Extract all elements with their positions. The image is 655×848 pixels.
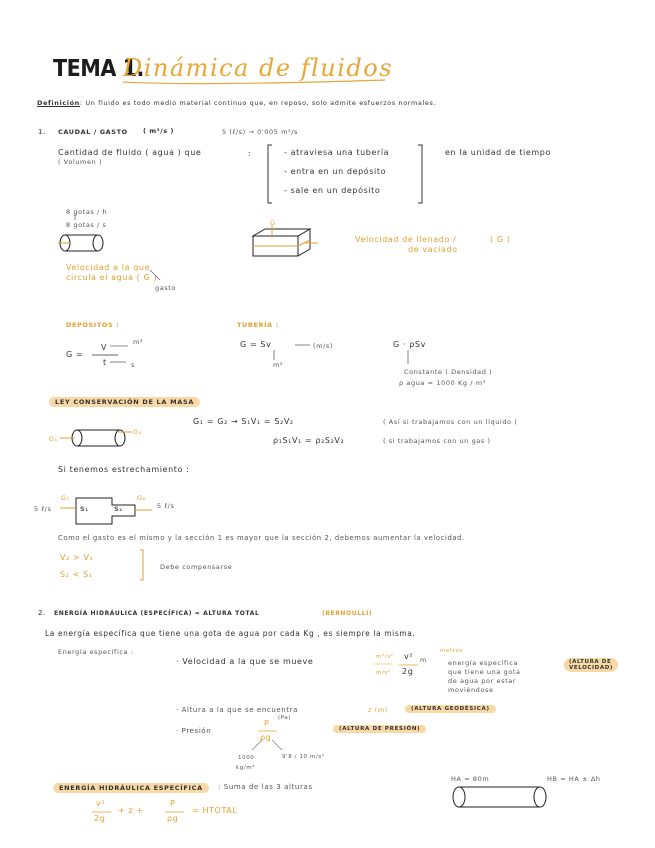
deposit-box xyxy=(253,225,318,256)
s2-label: S₂ xyxy=(114,505,123,513)
v2-numerator: v² xyxy=(404,652,414,661)
page-title: TEMA 1. xyxy=(53,56,144,82)
tuberia-heading: TUBERÍA : xyxy=(237,321,279,329)
p-numerator: P xyxy=(264,719,270,728)
estrechamiento-text: Si tenemos estrechamiento : xyxy=(58,465,190,474)
s-unit: s xyxy=(131,361,135,369)
gasto-text: gasto xyxy=(155,284,177,292)
g-paren: ( G ) xyxy=(490,235,511,244)
g2-estrech: G₂ xyxy=(137,494,146,502)
formula-htotal: = HTOTAL xyxy=(192,806,238,815)
eq-liquido: G₁ = G₂ → S₁V₁ = S₂V₂ xyxy=(193,417,294,426)
section-1-number: 1. xyxy=(38,128,46,136)
expl-3: de agua por estar xyxy=(448,677,517,685)
page-subtitle: Dinámica de fluidos xyxy=(123,54,394,82)
cantidad-colon: : xyxy=(248,149,252,158)
pa-unit: (Pa) xyxy=(278,715,292,721)
gasto-arrow xyxy=(150,270,160,280)
s2-right-flow: 5 ℓ/s xyxy=(157,502,175,510)
bullet-presion: · Presión xyxy=(176,727,212,735)
energia-hidraulica-highlight: ENERGÍA HIDRÁULICA ESPECÍFICA xyxy=(53,783,209,793)
g1-label: G₁ xyxy=(49,435,58,443)
como-text: Como el gasto es el mismo y la sección 1 es mayor que la sección 2, debemos aumentar la velocidad. xyxy=(58,534,465,542)
kg-unit: kg/m³ xyxy=(236,765,256,771)
constante-text: Constante ( Densidad ) xyxy=(404,368,493,376)
ley-conservacion-highlight: LEY CONSERVACIÓN DE LA MASA xyxy=(49,397,200,407)
inequality-bracket xyxy=(140,550,143,580)
s1-label: S₁ xyxy=(80,505,89,513)
definition-label: Definición xyxy=(37,99,80,107)
definition-text: : Un fluido es todo medio material continuo que, en reposo, solo admite esfuerzos normales. xyxy=(79,99,437,107)
bullet-velocidad: · Velocidad a la que se mueve xyxy=(176,657,314,666)
gotas-s: 8 gotas / s xyxy=(66,221,107,229)
volumen-text: ( Volumen ) xyxy=(58,158,103,166)
tube-3 xyxy=(453,787,546,807)
g-sv: G = Sv xyxy=(240,340,272,349)
ms-unit: (m/s) xyxy=(313,342,333,350)
debe-text: Debe compensarse xyxy=(160,563,233,571)
altura-velocidad-line1: (ALTURA DE xyxy=(569,659,612,665)
altura-velocidad-line2: VELOCIDAD) xyxy=(569,665,613,671)
en-unidad-text: en la unidad de tiempo xyxy=(445,148,551,157)
narrowing-shape xyxy=(60,498,152,524)
suma-text: : Suma de las 3 alturas xyxy=(218,783,313,791)
gotas-h: 8 gotas / h xyxy=(66,208,108,216)
bullet-altura: · Altura a la que se encuentra xyxy=(176,706,299,714)
units-left: m²/s² xyxy=(376,654,394,660)
presion-arrow xyxy=(252,740,282,750)
s1-left-flow: 5 ℓ/s xyxy=(34,505,52,513)
ha-label: HA = 80m xyxy=(451,775,490,783)
section-1-heading: CAUDAL / GASTO xyxy=(58,128,128,136)
energia-label: Energía específica : xyxy=(58,648,134,656)
bernoulli-label: (BERNOULLI) xyxy=(322,610,373,617)
formula-rho-g: ρg xyxy=(167,814,179,823)
formula-p: P xyxy=(170,799,176,808)
s-inequality: S₂ < S₁ xyxy=(60,570,93,579)
altura-presion-badge: (ALTURA DE PRESIÓN) xyxy=(333,725,426,733)
v-numerator: V xyxy=(101,343,108,352)
de-vaciado: de vaciado xyxy=(408,245,458,254)
m-unit: m xyxy=(420,656,427,664)
formula-plus-z: + z + xyxy=(118,806,144,815)
formula-2g: 2g xyxy=(94,814,106,823)
eq-gas: ρ₁S₁V₁ = ρ₂S₂V₂ xyxy=(273,436,345,445)
metros-note: metros xyxy=(440,648,463,654)
expl-1: energía específica xyxy=(448,659,518,667)
formula-v2: v² xyxy=(96,799,106,808)
units-bottom: m/s² xyxy=(376,670,391,676)
velocidad-circula: Velocidad a la que xyxy=(66,263,151,272)
expl-2: que tiene una gota xyxy=(448,668,521,676)
bullet-3: - sale en un depósito xyxy=(284,186,381,195)
g2-label: G₂ xyxy=(133,428,142,436)
section-2-number: 2. xyxy=(38,609,46,617)
m3-unit: m³ xyxy=(133,338,144,346)
energia-sentence: La energía específica que tiene una gota de agua por cada Kg , es siempre la misma. xyxy=(45,629,416,638)
velocidad-llenado: Velocidad de llenado / xyxy=(355,235,457,244)
section-2-heading: ENERGÍA HIDRÁULICA (ESPECÍFICA) = ALTURA TOTAL xyxy=(54,610,260,617)
bullets-bracket xyxy=(268,145,422,203)
rho-g-denominator: ρg xyxy=(260,733,272,742)
g1-estrech: G₁ xyxy=(61,494,70,502)
expl-4: moviéndose xyxy=(448,686,494,694)
two-g-denominator: 2g xyxy=(402,667,414,676)
z-m: z (m) xyxy=(368,706,388,714)
g-eq: G = xyxy=(66,350,84,359)
liquido-text: ( Así si trabajamos con un líquido ) xyxy=(383,418,518,426)
tube-2 xyxy=(60,430,132,446)
t-denominator: t xyxy=(103,358,107,367)
gas-text: ( si trabajamos con un gas ) xyxy=(383,437,491,445)
caudal-unit: ( m³/s ) xyxy=(143,127,175,135)
v-inequality: V₂ > V₁ xyxy=(60,553,94,562)
cantidad-text: Cantidad de fluido ( agua ) que xyxy=(58,148,202,157)
rho-agua: ρ agua = 1000 Kg / m³ xyxy=(399,379,486,387)
depositos-heading: DEPÓSITOS : xyxy=(66,321,120,329)
tube-1 xyxy=(58,235,103,251)
altura-geodesica-badge: (ALTURA GEODÉSICA) xyxy=(405,705,496,713)
bullet-2: - entra en un depósito xyxy=(284,167,387,176)
hb-label: HB = HA ± Δh xyxy=(547,775,601,783)
m2-unit: m² xyxy=(273,361,284,369)
g-rho-sv: G · ρSv xyxy=(393,340,426,349)
grav-value: 9'8 / 10 m/s² xyxy=(282,754,325,760)
caudal-conversion: 5 (ℓ/s) → 0'005 m³/s xyxy=(222,128,299,136)
kg-value: 1000 xyxy=(238,755,255,761)
g-label-box: G xyxy=(270,219,276,227)
bullet-1: - atraviesa una tubería xyxy=(284,148,390,157)
circula-agua: circula el agua ( G ) xyxy=(66,273,158,282)
